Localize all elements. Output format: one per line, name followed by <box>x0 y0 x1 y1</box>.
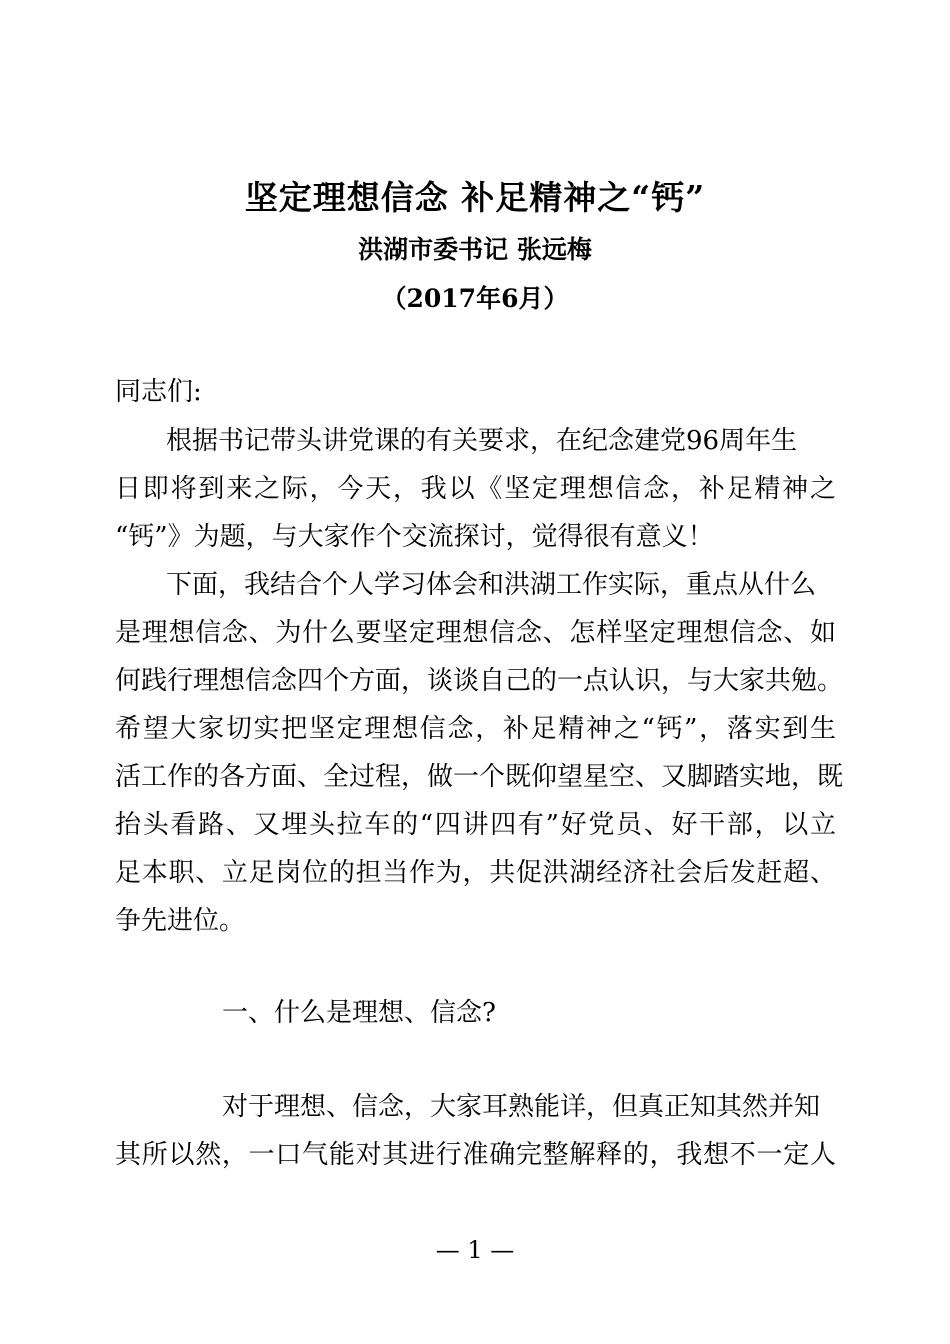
page-number: — 1 — <box>435 1236 515 1264</box>
paragraph-line: 希望大家切实把坚定理想信念，补足精神之“钙”，落实到生 <box>115 714 836 744</box>
document-title: 坚定理想信念 补足精神之“钙” <box>244 178 706 217</box>
salutation: 同志们: <box>115 377 202 407</box>
paragraph-line: 根据书记带头讲党课的有关要求，在纪念建党96周年生 <box>166 426 798 456</box>
document-author: 洪湖市委书记 张远梅 <box>358 235 592 264</box>
document-date: （2017年6月） <box>381 284 569 313</box>
paragraph-line: 活工作的各方面、全过程，做一个既仰望星空、又脚踏实地，既 <box>115 762 844 792</box>
paragraph-line: 何践行理想信念四个方面，谈谈自己的一点认识，与大家共勉。 <box>115 666 844 696</box>
paragraph-line: 足本职、立足岗位的担当作为，共促洪湖经济社会后发赶超、 <box>115 858 836 888</box>
paragraph-line: 下面，我结合个人学习体会和洪湖工作实际，重点从什么 <box>166 570 817 600</box>
paragraph-line: 日即将到来之际，今天，我以《坚定理想信念，补足精神之 <box>115 474 836 504</box>
paragraph-line: “钙”》为题，与大家作个交流探讨，觉得很有意义！ <box>115 522 714 552</box>
section-paragraph-line: 其所以然，一口气能对其进行准确完整解释的，我想不一定人 <box>115 1140 836 1170</box>
paragraph-line: 抬头看路、又埋头拉车的“四讲四有”好党员、好干部，以立 <box>115 810 836 840</box>
paragraph-line: 是理想信念、为什么要坚定理想信念、怎样坚定理想信念、如 <box>115 618 836 648</box>
paragraph-line: 争先进位。 <box>115 906 246 936</box>
section-paragraph-line: 对于理想、信念，大家耳熟能详，但真正知其然并知 <box>222 1092 821 1122</box>
section-heading: 一、什么是理想、信念? <box>222 998 496 1028</box>
